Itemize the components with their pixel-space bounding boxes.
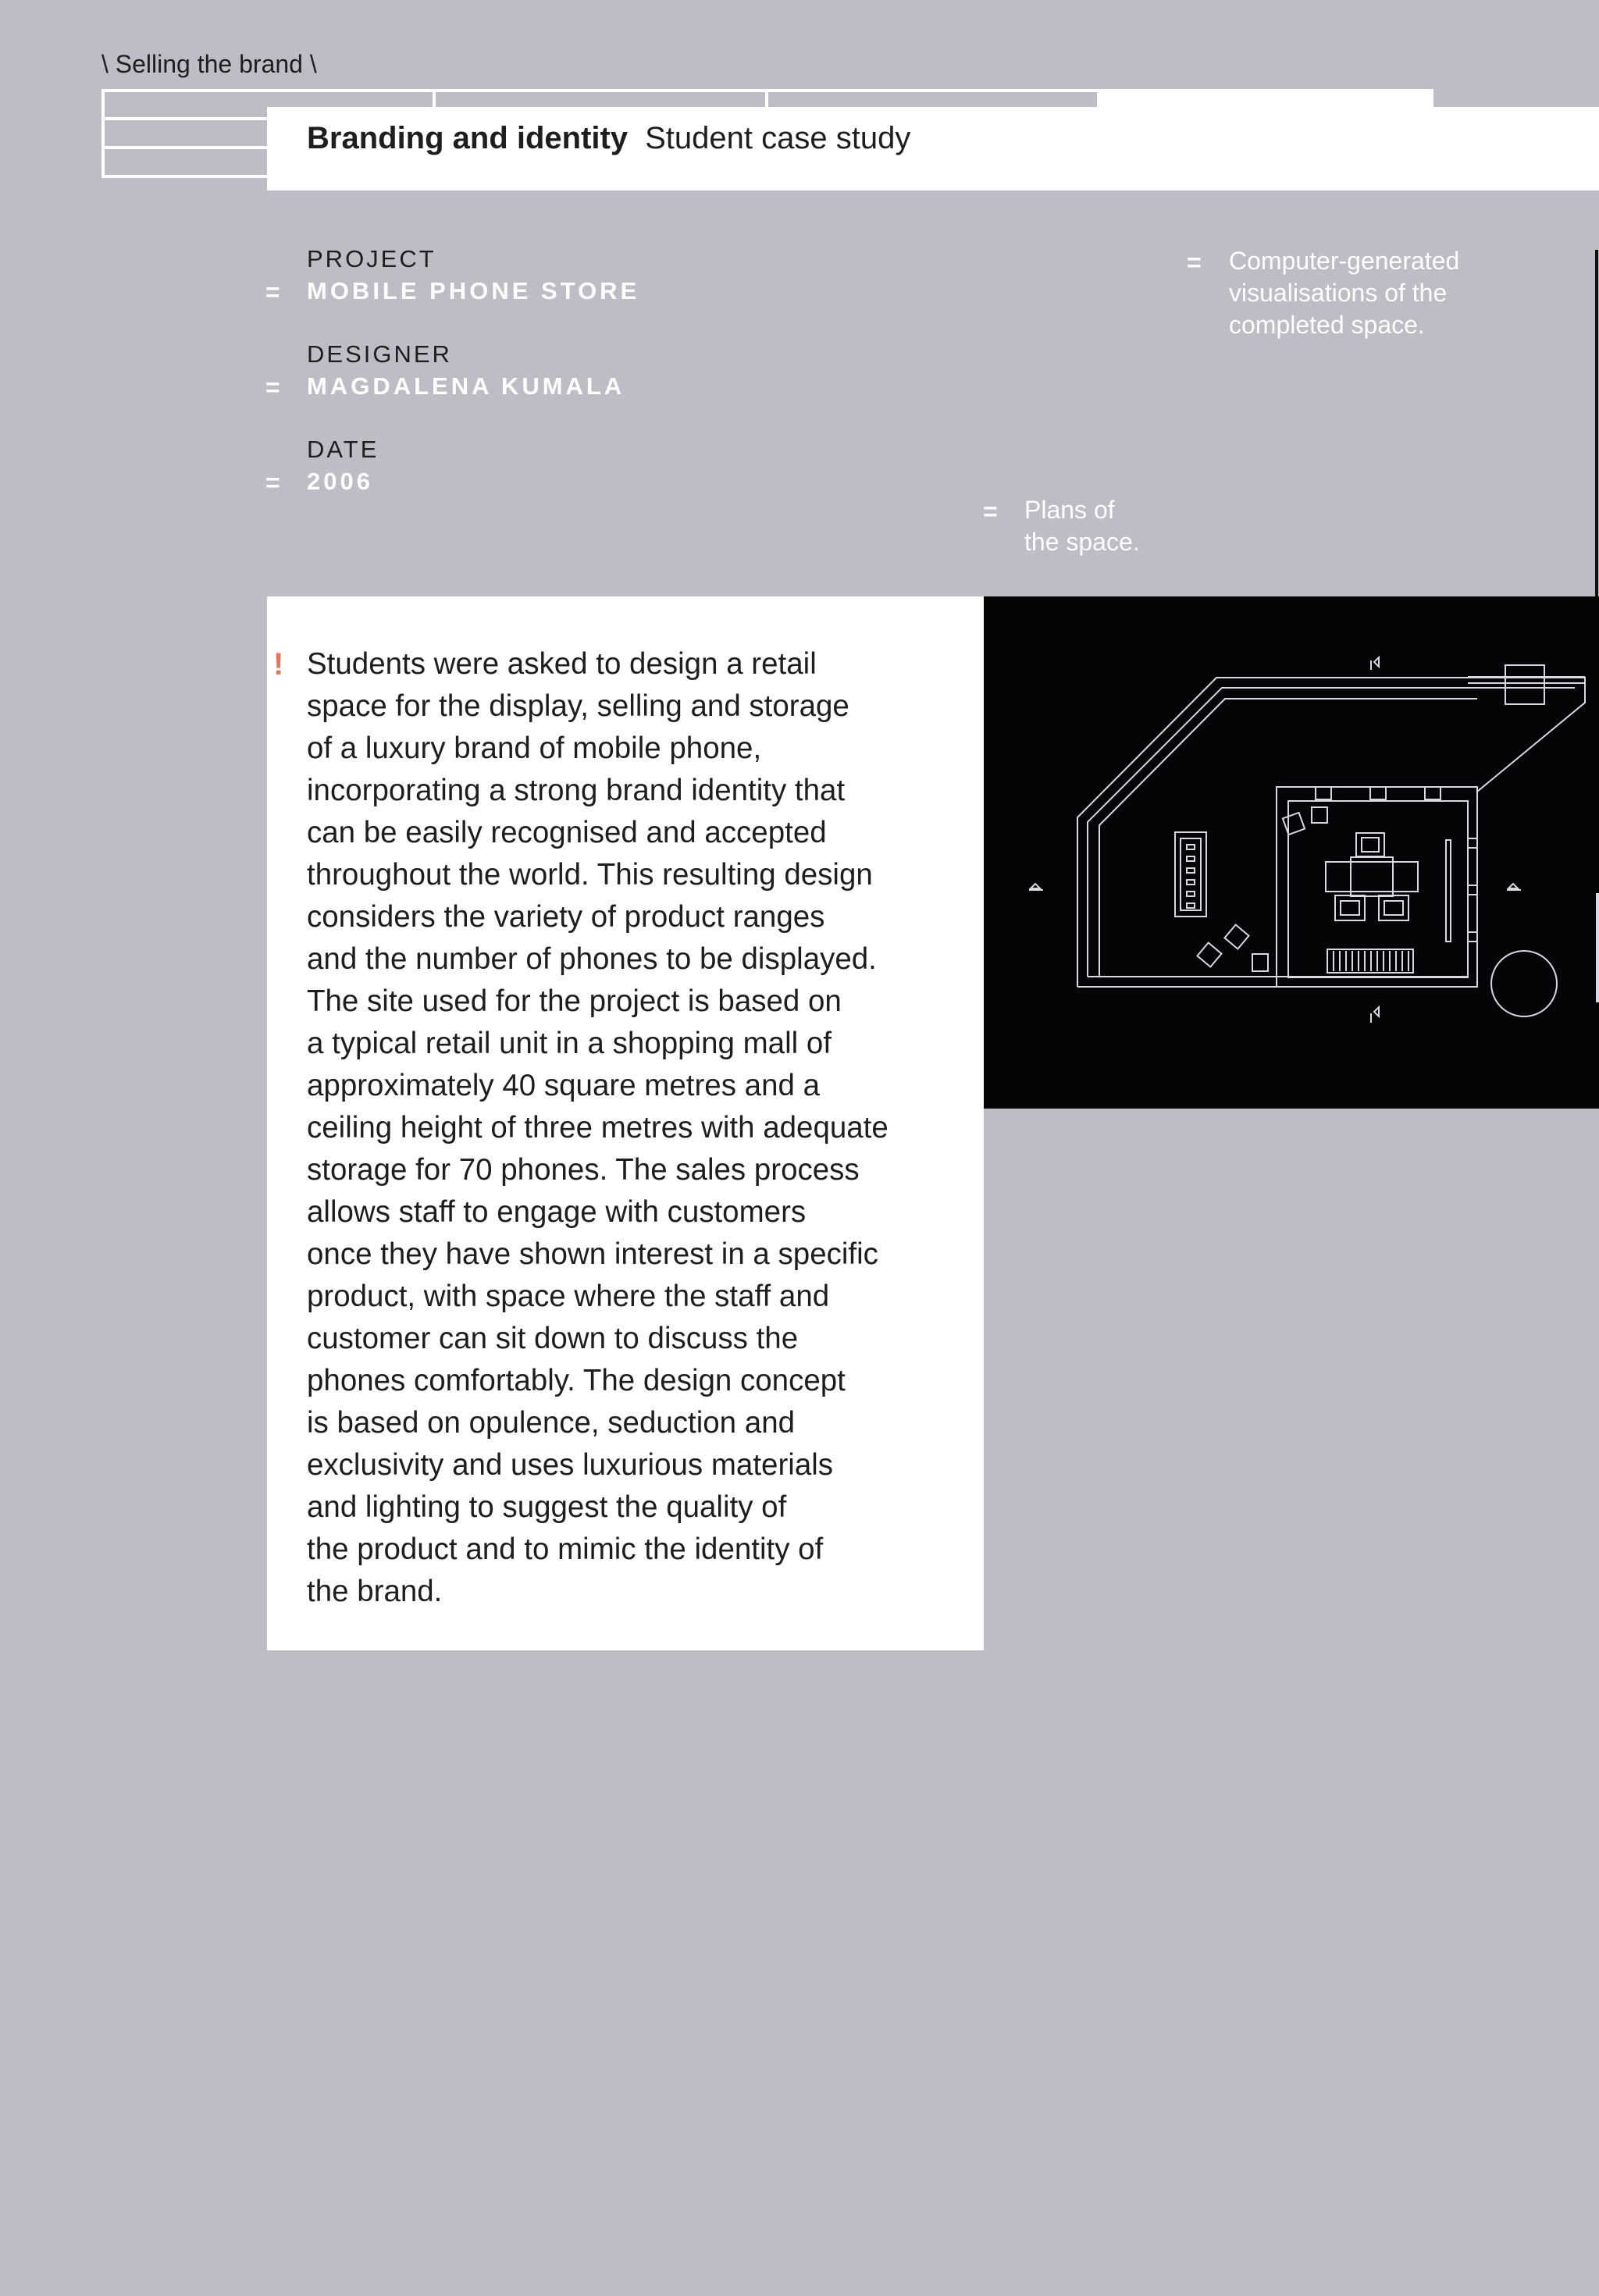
designer-label: DESIGNER [307,340,452,368]
project-value: MOBILE PHONE STORE [307,277,640,304]
body-text: Students were asked to design a retail space for the display, selling and storage of a luxury brand of mobile phone, incorporating a strong brand identity that can be easily recognised and accepted throughout the world. This resulting design considers the variety of product ranges and the number of phones to be displayed. The site used for the project is based on a typical retail unit in a shopping mall of approximately 40 square metres and a ceiling height of three metres with adequate storage for 70 phones. The sales process allows staff to engage with customers once they have shown interest in a specific product, with space where the staff and customer can sit down to discuss the phones comfortably. The design concept is based on opulence, seduction and exclusivity and uses luxurious materials and lighting to suggest the quality of the product and to mimic the identity of the brand. [307,647,889,1608]
section-label: \ Selling the brand \ [101,50,317,78]
body-text-panel [267,596,984,1650]
page-title [307,121,910,156]
caption-plans: Plans of the space. [1024,496,1140,556]
title-bar [267,107,1599,190]
caption-visualisations: Computer-generated visualisations of the completed space. [1229,247,1460,339]
floor-plan-drawing [984,596,1599,1109]
title-bold: Branding and identity [307,121,629,155]
date-value: 2006 [307,468,373,495]
entrance-box [1505,665,1544,704]
outer-wall [1077,678,1585,987]
equals-marker: = [983,497,998,525]
project-label: PROJECT [307,245,436,272]
exclamation-icon: ! [273,647,284,682]
equals-marker: = [265,278,280,306]
round-fixture [1491,951,1557,1016]
designer-value: MAGDALENA KUMALA [307,372,625,400]
title-subtitle: Student case study [645,121,911,155]
equals-marker: = [1187,248,1202,276]
consultation-table [1326,862,1418,892]
equals-marker: = [265,373,280,401]
image-edge-divider [1595,250,1598,596]
inner-wall [1088,688,1575,977]
floor-plan-image [984,596,1599,1109]
date-label: DATE [307,436,379,463]
equals-marker: = [265,468,280,497]
